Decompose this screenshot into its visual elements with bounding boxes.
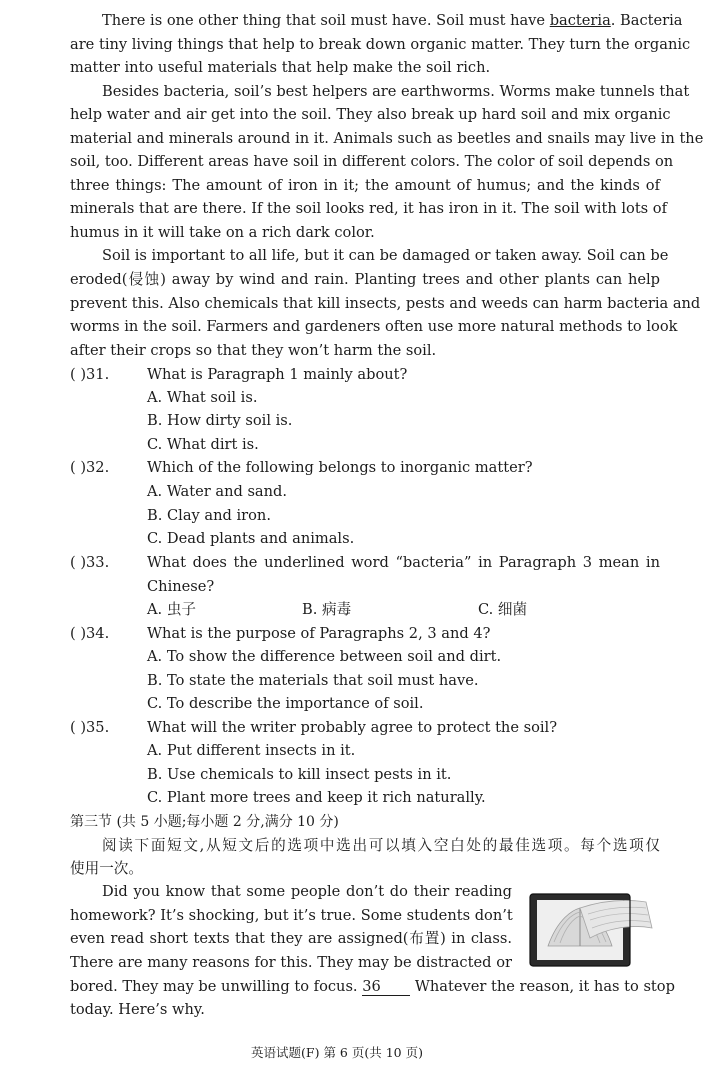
question-34-number[interactable]: ( )34. (70, 625, 110, 642)
para4-line4: worms in the soil. Farmers and gardeners often use more natural methods to look (70, 318, 678, 335)
question-33-text-cont: Chinese? (147, 578, 215, 595)
section-instructions-line1: 阅读下面短文,从短文后的选项中选出可以填入空白处的最佳选项。每个选项仅 (102, 837, 660, 854)
blank-36[interactable]: 36 (362, 979, 410, 996)
page-footer: 英语试题(F) 第 6 页(共 10 页) (251, 1045, 423, 1060)
question-33-option-c[interactable]: C. 细菌 (478, 601, 528, 618)
para2-line1 (102, 11, 683, 31)
para3-line3: material and minerals around in it. Animals such as beetles and snails may live in the (70, 130, 703, 147)
passage-line5 (70, 977, 675, 997)
question-33-option-a[interactable]: A. 虫子 (147, 601, 197, 618)
question-33-number[interactable]: ( )33. (70, 554, 110, 571)
para4-line3: prevent this. Also chemicals that kill insects, pests and weeds can harm bacteria and (70, 295, 701, 312)
question-34-option-c[interactable]: C. To describe the importance of soil. (147, 695, 424, 712)
text: There is one other thing that soil must have. Soil must have (102, 12, 550, 29)
question-34-option-b[interactable]: B. To state the materials that soil must have. (147, 672, 479, 689)
question-32-option-c[interactable]: C. Dead plants and animals. (147, 530, 355, 547)
question-33-option-b[interactable]: B. 病毒 (302, 601, 352, 618)
question-31-option-b[interactable]: B. How dirty soil is. (147, 412, 293, 429)
para3-line2: help water and air get into the soil. They also break up hard soil and mix organic (70, 106, 671, 123)
question-34-option-a[interactable]: A. To show the difference between soil and dirt. (147, 648, 502, 665)
para3-line7: humus in it will take on a rich dark color. (70, 224, 375, 241)
question-35-option-c[interactable]: C. Plant more trees and keep it rich naturally. (147, 789, 486, 806)
para2-line2: are tiny living things that help to break down organic matter. They turn the organic (70, 36, 691, 53)
para3-line4: soil, too. Different areas have soil in different colors. The color of soil depends on (70, 153, 674, 170)
question-34-text: What is the purpose of Paragraphs 2, 3 and 4? (147, 625, 491, 642)
section-instructions-line2: 使用一次。 (70, 860, 143, 877)
passage-line4: There are many reasons for this. They may be distracted or (70, 954, 512, 971)
text: . Bacteria (610, 12, 683, 29)
section-heading: 第三节 (共 5 小题;每小题 2 分,满分 10 分) (70, 814, 339, 830)
passage-line6: today. Here’s why. (70, 1001, 205, 1018)
question-31-number[interactable]: ( )31. (70, 366, 110, 383)
text: bored. They may be unwilling to focus. (70, 978, 363, 995)
question-35-option-a[interactable]: A. Put different insects in it. (147, 742, 356, 759)
question-35-number[interactable]: ( )35. (70, 719, 110, 736)
para4-line1: Soil is important to all life, but it can be damaged or taken away. Soil can be (102, 247, 669, 264)
book-on-tablet-icon (528, 888, 658, 968)
question-35-option-b[interactable]: B. Use chemicals to kill insect pests in it. (147, 766, 452, 783)
para3-line1: Besides bacteria, soil’s best helpers are earthworms. Worms make tunnels that (102, 83, 690, 100)
question-32-number[interactable]: ( )32. (70, 459, 110, 476)
para3-line5: three things: The amount of iron in it; the amount of humus; and the kinds of (70, 177, 660, 194)
para4-line5: after their crops so that they won’t harm the soil. (70, 342, 437, 359)
question-31-option-c[interactable]: C. What dirt is. (147, 436, 259, 453)
question-31-option-a[interactable]: A. What soil is. (147, 389, 258, 406)
passage-line2: homework? It’s shocking, but it’s true. Some students don’t (70, 907, 513, 924)
text: Whatever the reason, it has to stop (410, 978, 675, 995)
passage-line3: even read short texts that they are assigned(布置) in class. (70, 930, 512, 947)
para2-line3: matter into useful materials that help make the soil rich. (70, 59, 491, 76)
question-33-text: What does the underlined word “bacteria” in Paragraph 3 mean in (147, 554, 660, 571)
question-35-text: What will the writer probably agree to protect the soil? (147, 719, 558, 736)
question-32-text: Which of the following belongs to inorganic matter? (147, 459, 533, 476)
question-32-option-b[interactable]: B. Clay and iron. (147, 507, 271, 524)
passage-line1: Did you know that some people don’t do their reading (102, 883, 512, 900)
para4-line2: eroded(侵蚀) away by wind and rain. Planting trees and other plants can help (70, 271, 660, 288)
question-32-option-a[interactable]: A. Water and sand. (147, 483, 288, 500)
para3-line6: minerals that are there. If the soil looks red, it has iron in it. The soil with lots of (70, 200, 667, 217)
underlined-word-bacteria: bacteria (549, 12, 611, 29)
question-31-text: What is Paragraph 1 mainly about? (147, 366, 408, 383)
